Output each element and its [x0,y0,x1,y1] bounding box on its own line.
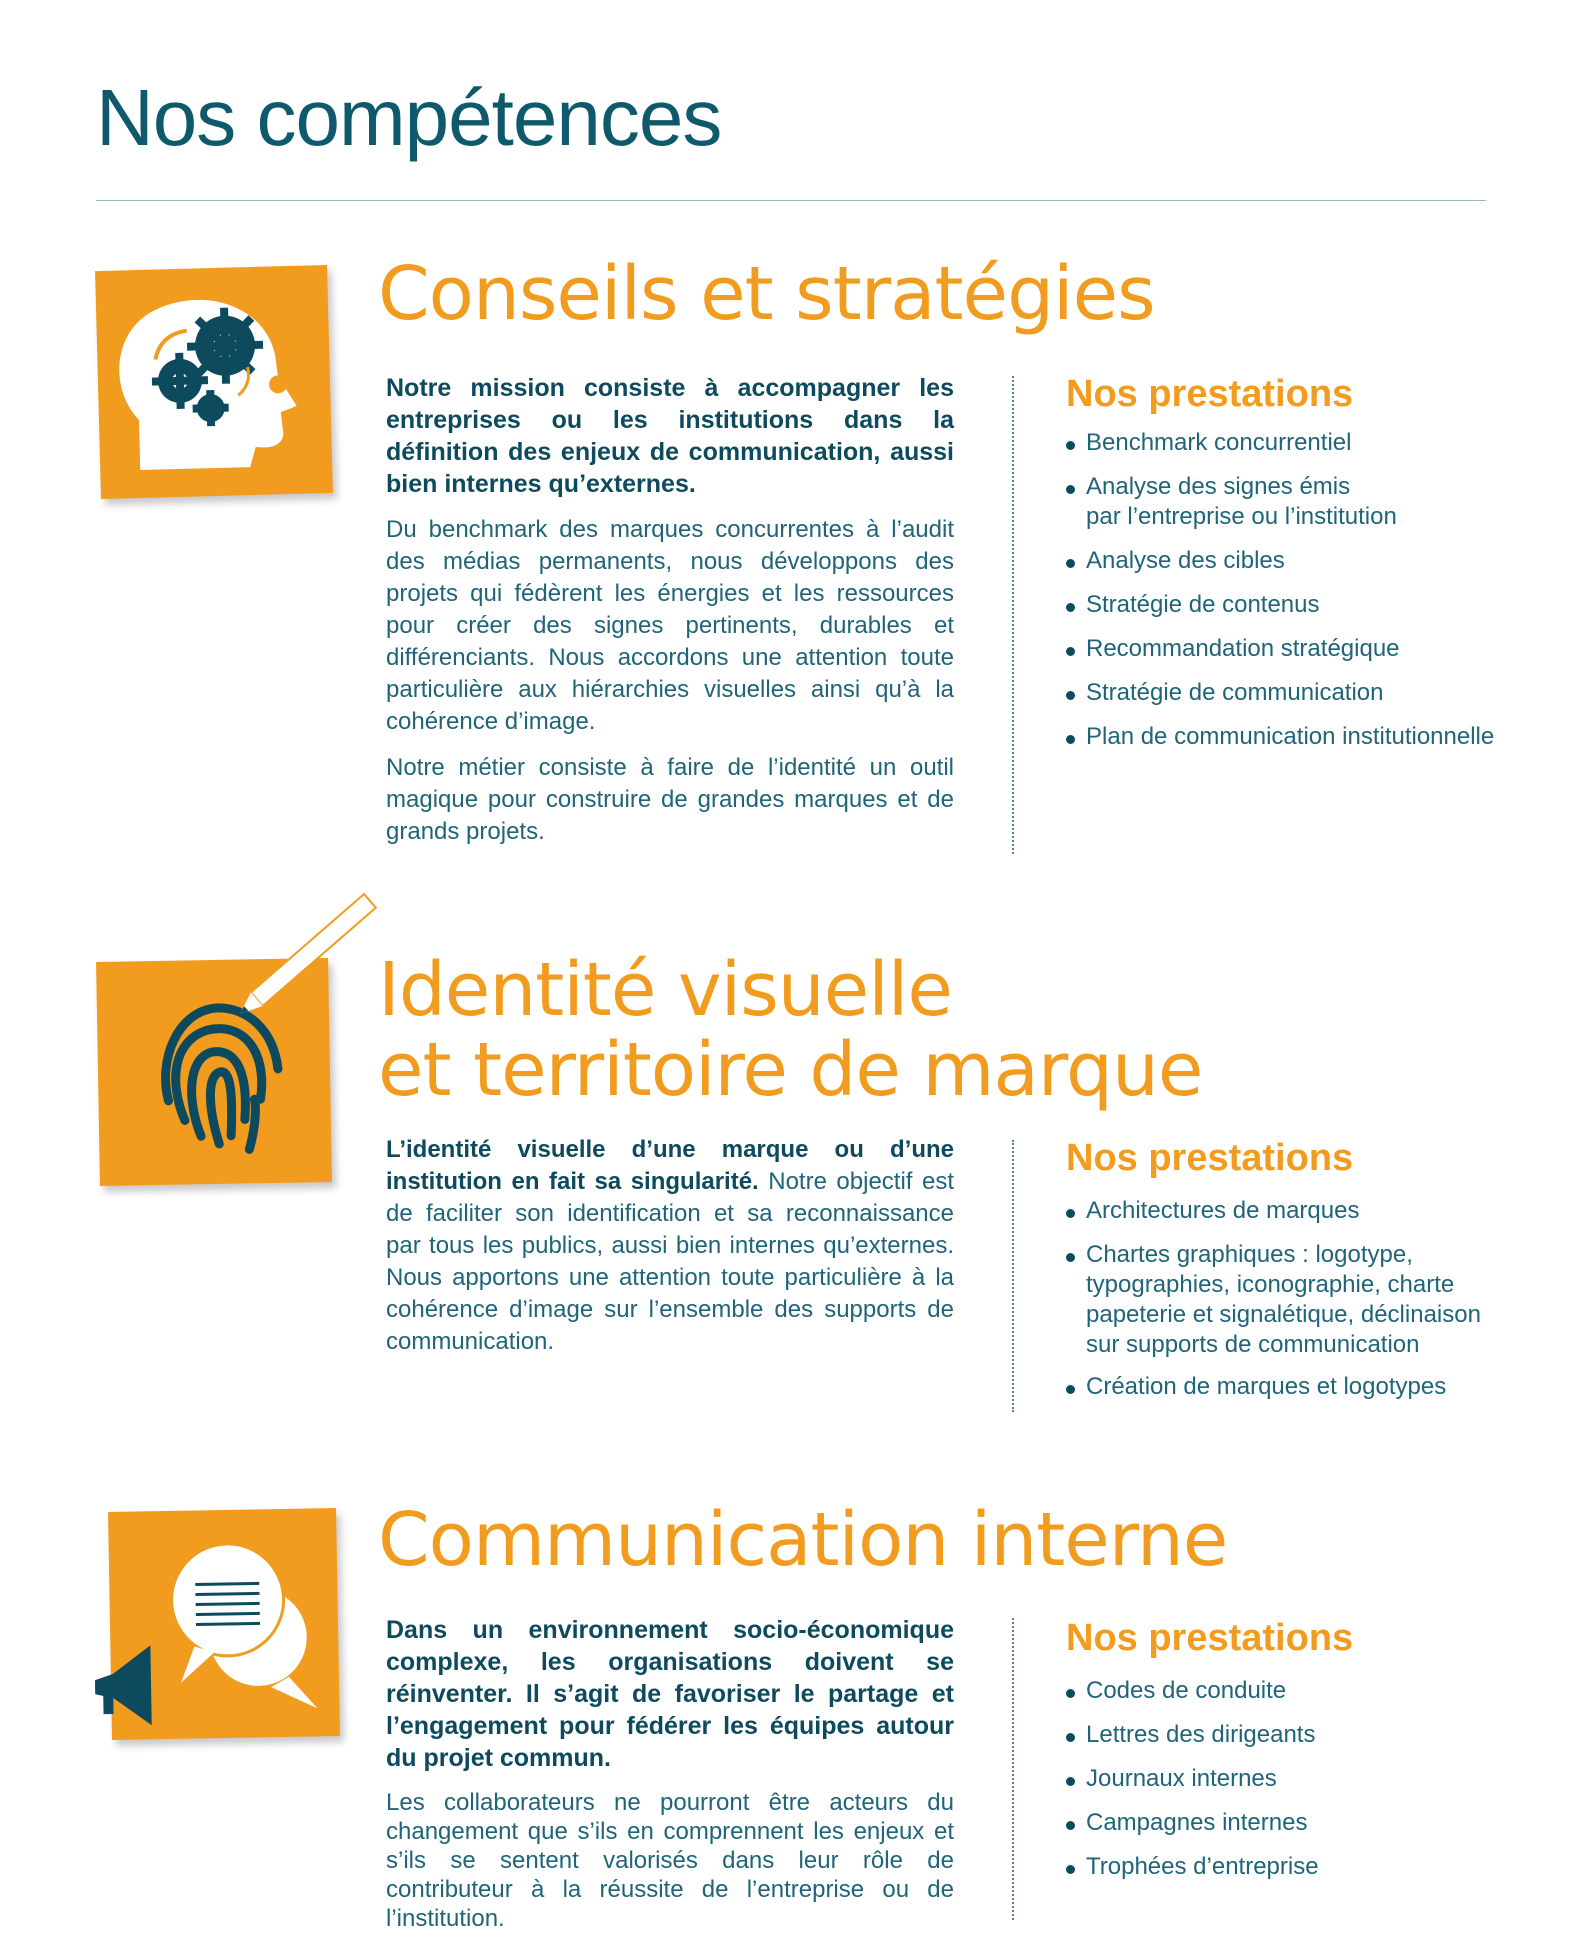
prestations-panel [1066,1616,1566,1880]
bullet-icon [1066,691,1075,700]
fingerprint-pencil-icon [96,958,332,1186]
list-item-text: sur supports de communication [1086,1331,1420,1358]
bullet-icon [1066,1385,1075,1394]
column-divider [1012,1618,1014,1920]
bullet-icon [1066,603,1075,612]
section-description [386,1134,954,1372]
section-title-line: Identité visuelle [378,947,952,1033]
list-item [1066,546,1546,576]
list-item-text: Campagnes internes [1086,1809,1308,1836]
list-item [1066,1808,1546,1838]
section-title [378,251,1155,337]
list-item [1066,472,1546,532]
prestations-title: Nos prestations [1066,1617,1354,1659]
list-item-text: Trophées d’entreprise [1086,1853,1319,1880]
list-item [1066,1196,1546,1226]
list-item-text: typographies, iconographie, charte [1086,1271,1455,1298]
bullet-icon [1066,1253,1075,1262]
body-text: Notre objectif est de faciliter son identification et sa reconnaissance par tous les publics, aussi bien internes qu’externes. Nous apportons une attention toute particulière à la cohérence d’image sur l’ensemble des supports de communication. [386,1168,955,1355]
list-item-text: par l’entreprise ou l’institution [1086,503,1397,530]
prestations-panel [1066,1136,1566,1400]
list-item-text: Journaux internes [1086,1765,1277,1792]
bullet-icon [1066,559,1075,568]
body-paragraph: Notre métier consiste à faire de l’identité un outil magique pour construire de grandes marques et de grands projets. [386,754,954,845]
section-description [386,372,954,862]
list-item [1066,1372,1546,1402]
list-item-text: Architectures de marques [1086,1197,1360,1224]
bullet-icon [1066,647,1075,656]
bullet-icon [1066,1821,1075,1830]
list-item [1066,1720,1546,1750]
list-item [1066,1764,1546,1794]
prestations-title: Nos prestations [1066,1137,1354,1179]
lead-text: L’identité visuelle d’une marque ou d’une institution en fait sa singularité. [386,1136,954,1195]
section-title-line: Communication interne [378,1497,1228,1583]
bullet-icon [1066,1777,1075,1786]
list-item [1066,1676,1546,1706]
list-item [1066,428,1546,458]
list-item-text: Benchmark concurrentiel [1086,429,1352,456]
bullet-icon [1066,485,1075,494]
list-item-text: Analyse des signes émis [1086,473,1351,500]
body-paragraph: Du benchmark des marques concurrentes à l’audit des médias permanents, nous développons des projets qui fédèrent les énergies et les ressources pour créer des signes pertinents, durables et différenciants. Nous accordons une attention toute particulière aux hiérarchies visuelles ainsi qu’à la cohérence d’image. [386,516,954,735]
prestations-title: Nos prestations [1066,373,1354,415]
section-description [386,1614,954,1947]
column-divider [1012,376,1014,854]
list-item-text: Création de marques et logotypes [1086,1373,1447,1400]
list-item [1066,634,1546,664]
list-item-text: Codes de conduite [1086,1677,1287,1704]
list-item-text: Plan de communication institutionnelle [1086,723,1495,750]
list-item-text: Stratégie de communication [1086,679,1384,706]
section-title [378,947,1203,1113]
list-item [1066,678,1546,708]
bullet-icon [1066,441,1075,450]
prestations-panel [1066,372,1566,750]
title-divider [96,200,1486,201]
list-item-text: Recommandation stratégique [1086,635,1400,662]
list-item [1066,590,1546,620]
lead-paragraph: Dans un environnement socio-économique complexe, les organisations doivent se réinventer. Il s’agit de favoriser le partage et l’engagement pour fédérer les équipes autour du projet commun. [386,1616,954,1772]
list-item-text: Analyse des cibles [1086,547,1285,574]
bullet-icon [1066,1733,1075,1742]
lead-paragraph: Notre mission consiste à accompagner les entreprises ou les institutions dans la définition des enjeux de communication, aussi bien internes qu’externes. [386,374,954,498]
bullet-icon [1066,1209,1075,1218]
head-gears-icon [95,265,333,499]
list-item [1066,722,1546,752]
lead-paragraph [386,1134,954,1358]
list-item [1066,1852,1546,1882]
list-item-text: Chartes graphiques : logotype, [1086,1241,1413,1268]
bullet-icon [1066,1689,1075,1698]
list-item-text: Lettres des dirigeants [1086,1721,1316,1748]
page-title: Nos compétences [96,73,722,162]
section-title-line: et territoire de marque [378,1027,1203,1113]
list-item-text: Stratégie de contenus [1086,591,1320,618]
bullet-icon [1066,735,1075,744]
list-item [1066,1240,1546,1360]
speech-bubbles-megaphone-icon [108,1508,340,1740]
section-title [378,1497,1228,1583]
bullet-icon [1066,1865,1075,1874]
body-paragraph: Les collaborateurs ne pourront être acteurs du changement que s’ils en comprennent les enjeux et s’ils se sentent valorisés dans leur rôle de contributeur à la réussite de l’entreprise ou de l’institution. [386,1789,954,1932]
column-divider [1012,1140,1014,1412]
list-item-text: papeterie et signalétique, déclinaison [1086,1301,1481,1328]
section-title-line: Conseils et stratégies [378,251,1155,337]
